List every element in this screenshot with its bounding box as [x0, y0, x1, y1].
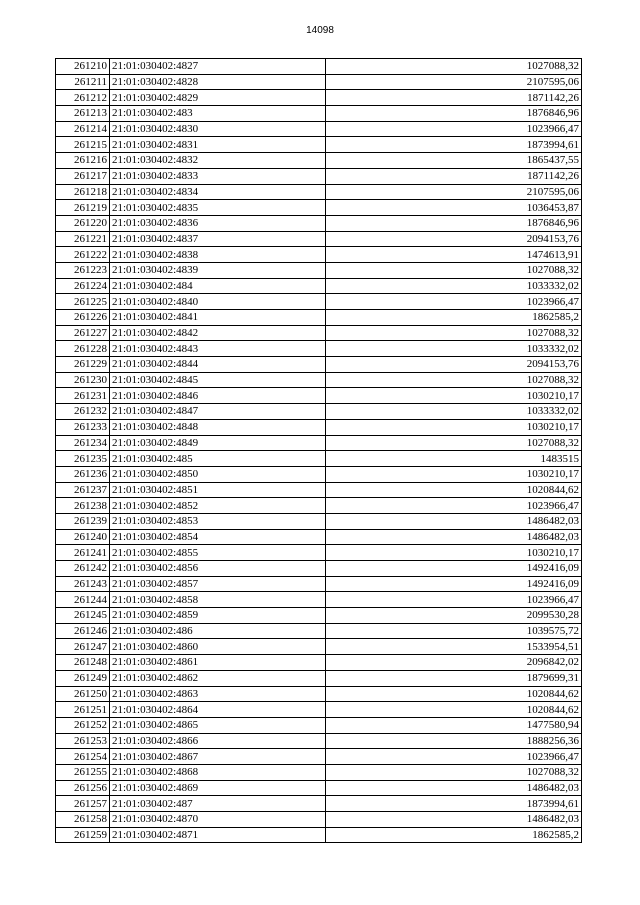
row-number-cell: 261223 [56, 262, 110, 278]
cadastral-number-cell: 21:01:030402:4855 [110, 545, 326, 561]
cadastral-number-cell: 21:01:030402:4860 [110, 639, 326, 655]
row-number-cell: 261222 [56, 247, 110, 263]
table-row [56, 702, 582, 718]
table-row [56, 749, 582, 765]
row-number-cell: 261247 [56, 639, 110, 655]
row-number-cell: 261234 [56, 435, 110, 451]
cadastral-value-cell: 1023966,47 [326, 294, 582, 310]
cadastral-number-cell: 21:01:030402:4837 [110, 231, 326, 247]
row-number-cell: 261246 [56, 623, 110, 639]
cadastral-value-cell: 1876846,96 [326, 106, 582, 122]
cadastral-value-cell: 1027088,32 [326, 59, 582, 75]
table-row [56, 482, 582, 498]
table-row [56, 404, 582, 420]
row-number-cell: 261235 [56, 451, 110, 467]
table-row [56, 670, 582, 686]
cadastral-number-cell: 21:01:030402:4846 [110, 388, 326, 404]
cadastral-number-cell: 21:01:030402:4842 [110, 325, 326, 341]
row-number-cell: 261241 [56, 545, 110, 561]
row-number-cell: 261228 [56, 341, 110, 357]
row-number-cell: 261251 [56, 702, 110, 718]
row-number-cell: 261233 [56, 419, 110, 435]
cadastral-value-cell: 1862585,2 [326, 310, 582, 326]
table-row [56, 466, 582, 482]
cadastral-number-cell: 21:01:030402:4847 [110, 404, 326, 420]
table-row [56, 106, 582, 122]
cadastral-number-cell: 21:01:030402:4871 [110, 827, 326, 843]
row-number-cell: 261256 [56, 780, 110, 796]
table-row [56, 184, 582, 200]
table-row [56, 561, 582, 577]
cadastral-number-cell: 21:01:030402:4828 [110, 74, 326, 90]
cadastral-value-cell: 1023966,47 [326, 592, 582, 608]
table-row [56, 121, 582, 137]
cadastral-value-cell: 1020844,62 [326, 482, 582, 498]
cadastral-number-cell: 21:01:030402:4833 [110, 168, 326, 184]
cadastral-number-cell: 21:01:030402:4831 [110, 137, 326, 153]
cadastral-number-cell: 21:01:030402:487 [110, 796, 326, 812]
row-number-cell: 261230 [56, 372, 110, 388]
cadastral-value-cell: 2107595,06 [326, 184, 582, 200]
cadastral-value-cell: 1486482,03 [326, 513, 582, 529]
table-row [56, 168, 582, 184]
row-number-cell: 261254 [56, 749, 110, 765]
table-row [56, 686, 582, 702]
page-number: 14098 [306, 25, 334, 36]
cadastral-value-cell: 1027088,32 [326, 372, 582, 388]
cadastral-value-cell: 1483515 [326, 451, 582, 467]
cadastral-number-cell: 21:01:030402:4844 [110, 357, 326, 373]
cadastral-number-cell: 21:01:030402:4865 [110, 717, 326, 733]
cadastral-number-cell: 21:01:030402:4843 [110, 341, 326, 357]
cadastral-number-cell: 21:01:030402:4870 [110, 812, 326, 828]
row-number-cell: 261224 [56, 278, 110, 294]
cadastral-number-cell: 21:01:030402:4835 [110, 200, 326, 216]
cadastral-value-cell: 1030210,17 [326, 545, 582, 561]
cadastral-number-cell: 21:01:030402:4864 [110, 702, 326, 718]
table-row [56, 419, 582, 435]
cadastral-number-cell: 21:01:030402:4856 [110, 561, 326, 577]
cadastral-number-cell: 21:01:030402:4838 [110, 247, 326, 263]
cadastral-value-cell: 1486482,03 [326, 529, 582, 545]
cadastral-value-cell: 1039575,72 [326, 623, 582, 639]
cadastral-number-cell: 21:01:030402:4845 [110, 372, 326, 388]
table-row [56, 827, 582, 843]
table-row [56, 325, 582, 341]
row-number-cell: 261249 [56, 670, 110, 686]
table-row [56, 435, 582, 451]
cadastral-value-cell: 1036453,87 [326, 200, 582, 216]
row-number-cell: 261243 [56, 576, 110, 592]
cadastral-number-cell: 21:01:030402:4859 [110, 608, 326, 624]
cadastral-value-cell: 1888256,36 [326, 733, 582, 749]
cadastral-value-cell: 1477580,94 [326, 717, 582, 733]
row-number-cell: 261253 [56, 733, 110, 749]
table-row [56, 655, 582, 671]
table-row [56, 137, 582, 153]
cadastral-number-cell: 21:01:030402:4857 [110, 576, 326, 592]
row-number-cell: 261211 [56, 74, 110, 90]
cadastral-number-cell: 21:01:030402:4851 [110, 482, 326, 498]
row-number-cell: 261258 [56, 812, 110, 828]
cadastral-value-cell: 1873994,61 [326, 137, 582, 153]
cadastral-value-cell: 1879699,31 [326, 670, 582, 686]
table-row [56, 247, 582, 263]
table-row [56, 372, 582, 388]
cadastral-value-cell: 1027088,32 [326, 262, 582, 278]
cadastral-number-cell: 21:01:030402:4834 [110, 184, 326, 200]
cadastral-value-cell: 2099530,28 [326, 608, 582, 624]
row-number-cell: 261259 [56, 827, 110, 843]
row-number-cell: 261257 [56, 796, 110, 812]
cadastral-number-cell: 21:01:030402:4858 [110, 592, 326, 608]
cadastral-number-cell: 21:01:030402:4850 [110, 466, 326, 482]
row-number-cell: 261218 [56, 184, 110, 200]
cadastral-value-cell: 1030210,17 [326, 419, 582, 435]
cadastral-value-cell: 1492416,09 [326, 576, 582, 592]
cadastral-value-cell: 1533954,51 [326, 639, 582, 655]
cadastral-value-cell: 1486482,03 [326, 780, 582, 796]
row-number-cell: 261214 [56, 121, 110, 137]
cadastral-value-cell: 1033332,02 [326, 278, 582, 294]
cadastral-number-cell: 21:01:030402:4832 [110, 153, 326, 169]
cadastral-number-cell: 21:01:030402:4853 [110, 513, 326, 529]
row-number-cell: 261227 [56, 325, 110, 341]
cadastral-number-cell: 21:01:030402:4849 [110, 435, 326, 451]
cadastral-number-cell: 21:01:030402:4840 [110, 294, 326, 310]
cadastral-value-cell: 1020844,62 [326, 686, 582, 702]
cadastral-value-cell: 1023966,47 [326, 749, 582, 765]
cadastral-number-cell: 21:01:030402:4848 [110, 419, 326, 435]
table-row [56, 717, 582, 733]
cadastral-number-cell: 21:01:030402:4830 [110, 121, 326, 137]
cadastral-value-cell: 1023966,47 [326, 498, 582, 514]
table-row [56, 310, 582, 326]
table-row [56, 231, 582, 247]
table-row [56, 812, 582, 828]
cadastral-number-cell: 21:01:030402:4827 [110, 59, 326, 75]
cadastral-number-cell: 21:01:030402:4839 [110, 262, 326, 278]
row-number-cell: 261215 [56, 137, 110, 153]
cadastral-value-cell: 1033332,02 [326, 404, 582, 420]
row-number-cell: 261213 [56, 106, 110, 122]
cadastral-number-cell: 21:01:030402:4862 [110, 670, 326, 686]
cadastral-value-cell: 1027088,32 [326, 764, 582, 780]
table-row [56, 592, 582, 608]
row-number-cell: 261210 [56, 59, 110, 75]
cadastral-value-cell: 1492416,09 [326, 561, 582, 577]
cadastral-value-cell: 1027088,32 [326, 325, 582, 341]
cadastral-value-cell: 1486482,03 [326, 812, 582, 828]
table-row [56, 796, 582, 812]
cadastral-value-cell: 2107595,06 [326, 74, 582, 90]
cadastral-number-cell: 21:01:030402:484 [110, 278, 326, 294]
table-row [56, 764, 582, 780]
cadastral-value-cell: 2094153,76 [326, 357, 582, 373]
cadastral-value-cell: 1030210,17 [326, 466, 582, 482]
table-row [56, 262, 582, 278]
table-row [56, 341, 582, 357]
row-number-cell: 261226 [56, 310, 110, 326]
cadastral-number-cell: 21:01:030402:4854 [110, 529, 326, 545]
cadastral-value-cell: 2096842,02 [326, 655, 582, 671]
table-row [56, 215, 582, 231]
table-row [56, 529, 582, 545]
row-number-cell: 261237 [56, 482, 110, 498]
table-row [56, 608, 582, 624]
table-row [56, 74, 582, 90]
table-row [56, 294, 582, 310]
cadastral-number-cell: 21:01:030402:4861 [110, 655, 326, 671]
cadastral-number-cell: 21:01:030402:4852 [110, 498, 326, 514]
cadastral-value-cell: 1876846,96 [326, 215, 582, 231]
table-row [56, 278, 582, 294]
table-row [56, 639, 582, 655]
cadastral-number-cell: 21:01:030402:4863 [110, 686, 326, 702]
row-number-cell: 261232 [56, 404, 110, 420]
row-number-cell: 261244 [56, 592, 110, 608]
table-row [56, 498, 582, 514]
table-row [56, 545, 582, 561]
table-row [56, 623, 582, 639]
cadastral-number-cell: 21:01:030402:4869 [110, 780, 326, 796]
table-row [56, 780, 582, 796]
row-number-cell: 261231 [56, 388, 110, 404]
row-number-cell: 261216 [56, 153, 110, 169]
cadastral-number-cell: 21:01:030402:4867 [110, 749, 326, 765]
row-number-cell: 261236 [56, 466, 110, 482]
cadastral-number-cell: 21:01:030402:4836 [110, 215, 326, 231]
cadastral-value-cell: 1871142,26 [326, 168, 582, 184]
cadastral-number-cell: 21:01:030402:4866 [110, 733, 326, 749]
cadastral-number-cell: 21:01:030402:485 [110, 451, 326, 467]
cadastral-number-cell: 21:01:030402:4841 [110, 310, 326, 326]
row-number-cell: 261225 [56, 294, 110, 310]
cadastral-value-cell: 1873994,61 [326, 796, 582, 812]
row-number-cell: 261248 [56, 655, 110, 671]
table-row [56, 513, 582, 529]
cadastral-value-cell: 1474613,91 [326, 247, 582, 263]
row-number-cell: 261252 [56, 717, 110, 733]
row-number-cell: 261221 [56, 231, 110, 247]
cadastral-value-cell: 1862585,2 [326, 827, 582, 843]
table-row [56, 357, 582, 373]
table-row [56, 576, 582, 592]
row-number-cell: 261220 [56, 215, 110, 231]
row-number-cell: 261217 [56, 168, 110, 184]
row-number-cell: 261250 [56, 686, 110, 702]
row-number-cell: 261229 [56, 357, 110, 373]
table-row [56, 733, 582, 749]
cadastral-value-table [55, 58, 582, 843]
table-row [56, 59, 582, 75]
cadastral-value-cell: 1033332,02 [326, 341, 582, 357]
table-row [56, 388, 582, 404]
table-row [56, 200, 582, 216]
table-row [56, 451, 582, 467]
row-number-cell: 261219 [56, 200, 110, 216]
row-number-cell: 261240 [56, 529, 110, 545]
table-row [56, 153, 582, 169]
row-number-cell: 261239 [56, 513, 110, 529]
row-number-cell: 261242 [56, 561, 110, 577]
table-body [56, 59, 582, 843]
cadastral-value-cell: 1030210,17 [326, 388, 582, 404]
cadastral-number-cell: 21:01:030402:483 [110, 106, 326, 122]
row-number-cell: 261238 [56, 498, 110, 514]
cadastral-value-cell: 1023966,47 [326, 121, 582, 137]
cadastral-value-cell: 1865437,55 [326, 153, 582, 169]
row-number-cell: 261245 [56, 608, 110, 624]
cadastral-value-cell: 1027088,32 [326, 435, 582, 451]
cadastral-value-cell: 1871142,26 [326, 90, 582, 106]
cadastral-value-cell: 2094153,76 [326, 231, 582, 247]
row-number-cell: 261255 [56, 764, 110, 780]
cadastral-number-cell: 21:01:030402:4829 [110, 90, 326, 106]
table-row [56, 90, 582, 106]
row-number-cell: 261212 [56, 90, 110, 106]
cadastral-value-cell: 1020844,62 [326, 702, 582, 718]
cadastral-number-cell: 21:01:030402:4868 [110, 764, 326, 780]
cadastral-number-cell: 21:01:030402:486 [110, 623, 326, 639]
